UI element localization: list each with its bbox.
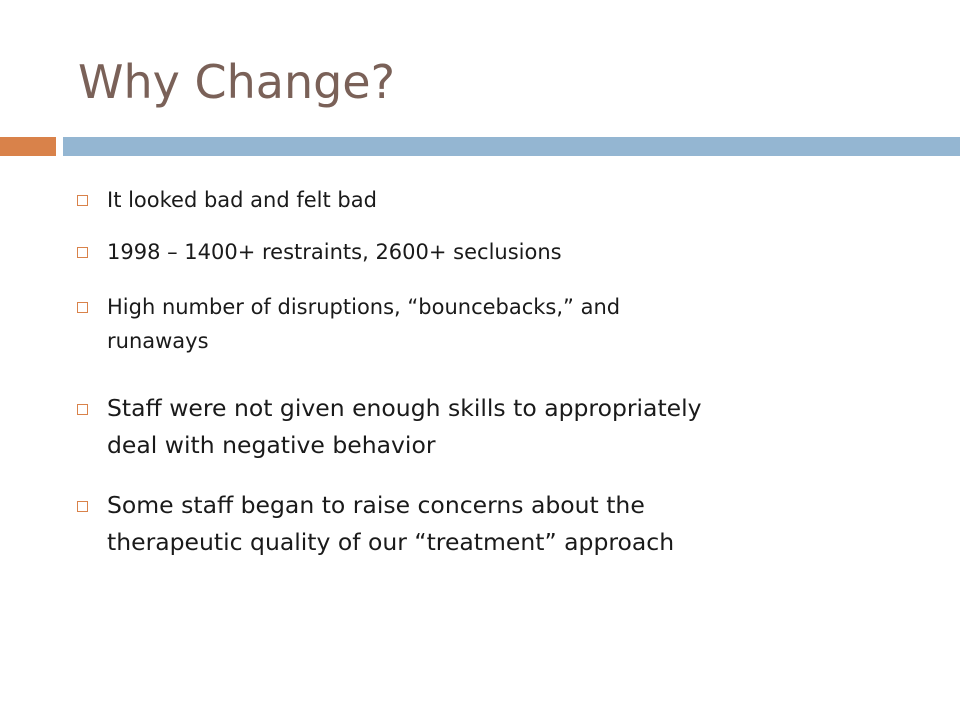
slide-title: Why Change? <box>78 55 396 109</box>
title-accent-bar-blue <box>63 137 960 156</box>
hollow-square-icon <box>77 302 88 313</box>
hollow-square-icon <box>77 247 88 258</box>
hollow-square-icon <box>77 501 88 512</box>
bullet-text: High number of disruptions, “bouncebacks,” and runaways <box>107 295 621 353</box>
title-accent-bar-orange <box>0 137 56 156</box>
bullet-text: Some staff began to raise concerns about the therapeutic quality of our “treatment” approach <box>107 491 675 556</box>
bullet-text: Staff were not given enough skills to appropriately deal with negative behavior <box>107 394 702 459</box>
hollow-square-icon <box>77 404 88 415</box>
hollow-square-icon <box>77 195 88 206</box>
bullet-text: It looked bad and felt bad <box>107 188 377 212</box>
bullet-text: 1998 – 1400+ restraints, 2600+ seclusions <box>107 240 562 264</box>
